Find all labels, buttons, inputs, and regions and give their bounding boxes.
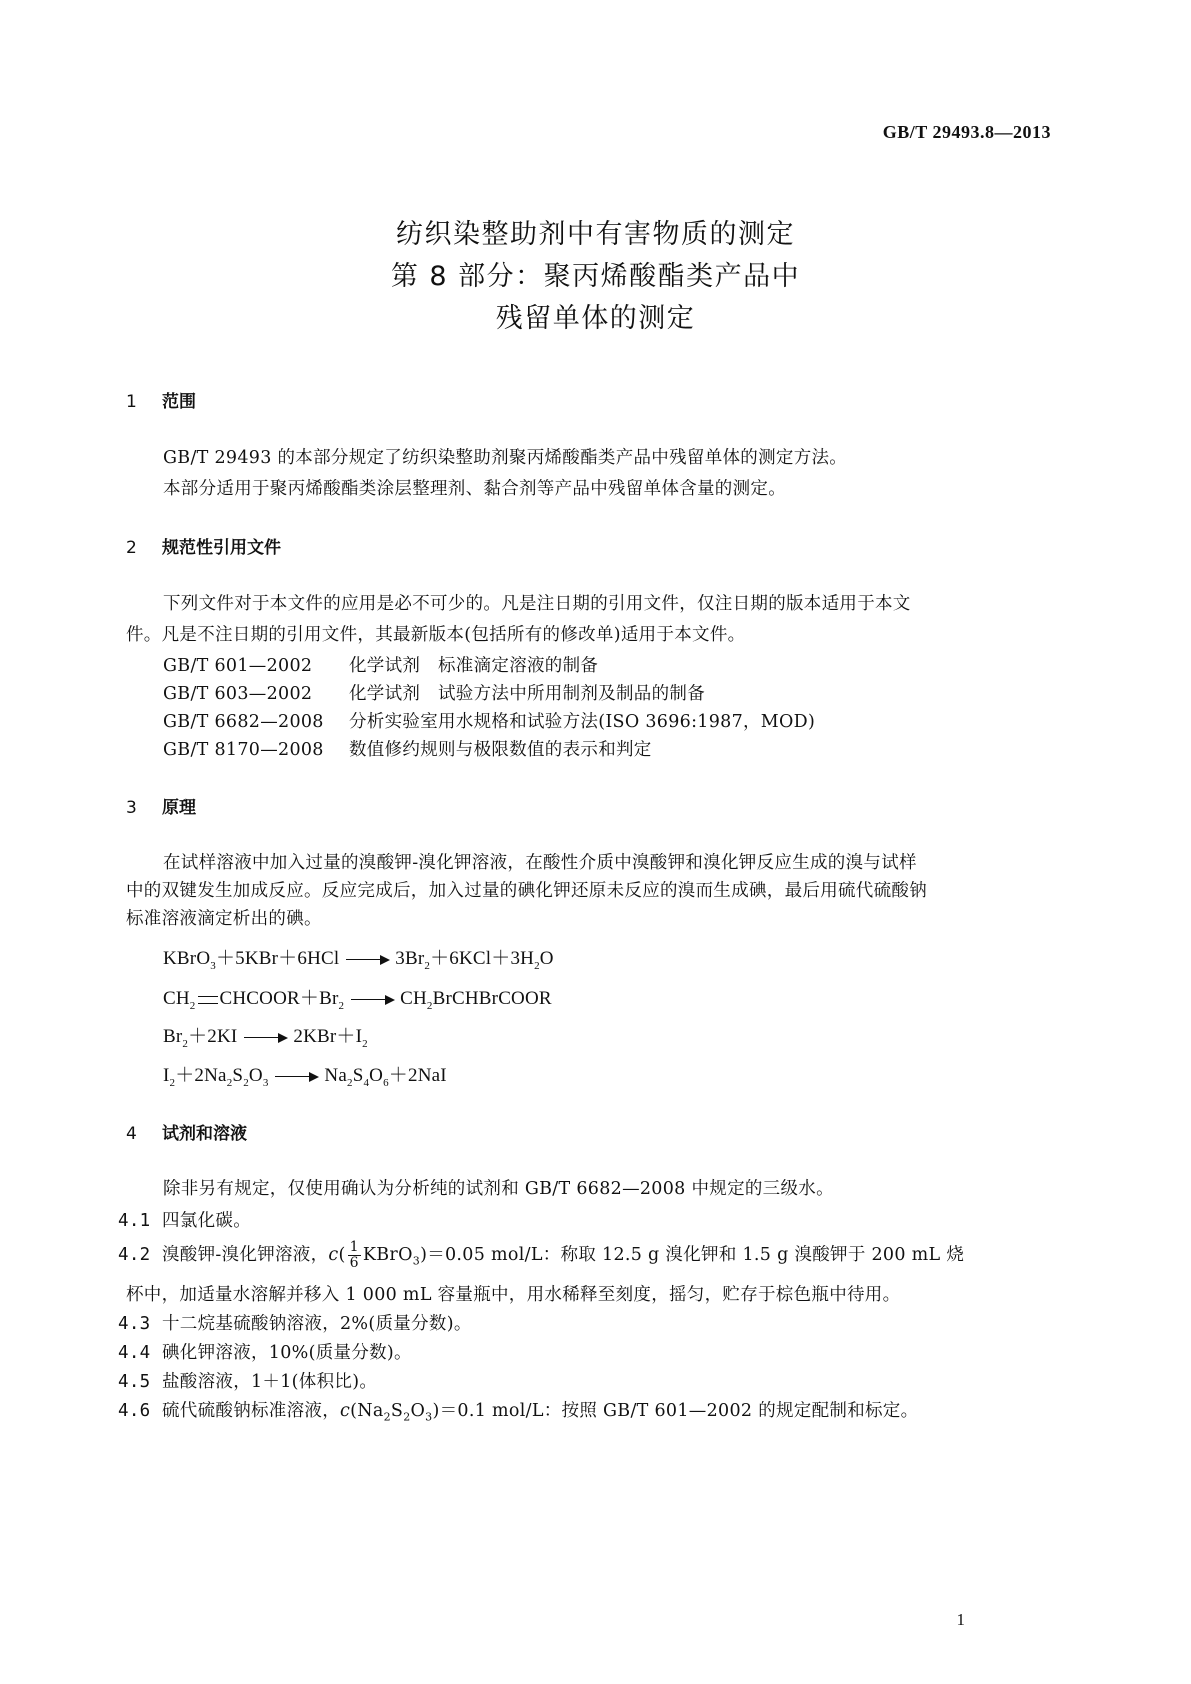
double-bond-icon [198,996,218,1004]
reference-title: 数值修约规则与极限数值的表示和判定 [349,740,652,760]
scope-paragraph-1: GB/T 29493 的本部分规定了纺织染整助剂聚丙烯酸酯类产品中残留单体的测定方法。 [163,448,848,468]
references-intro-line-2: 件。凡是不注日期的引用文件，其最新版本(包括所有的修改单)适用于本文件。 [126,625,746,645]
reference-code: GB/T 8170—2008 [163,740,324,760]
reaction-arrow-icon [242,1033,288,1043]
reference-item [163,736,652,761]
reference-item [163,680,705,705]
item-number: 4.2 [118,1245,151,1265]
item-number: 4.4 [118,1343,151,1363]
fraction: $\frac{1}{6}$ [349,1239,359,1271]
principle-line-1: 在试样溶液中加入过量的溴酸钾-溴化钾溶液，在酸性介质中溴酸钾和溴化钾反应生成的溴与试样 [163,853,917,873]
reagent-item: 4.1 四氯化碳。 [118,1211,251,1231]
equation-1: KBrO$_3$＋5KBr＋6HCl $3Br_2+6KCl+3H_2O$ [163,948,554,972]
section-title: 原理 [162,798,196,818]
reference-code: GB/T 601—2002 [163,656,313,676]
section-title: 规范性引用文件 [162,538,281,558]
reagent-item: 4.5 盐酸溶液，1＋1(体积比)。 [118,1372,378,1392]
section-number: 4 [126,1124,137,1144]
item-number: 4.3 [118,1314,151,1334]
section-4-heading [126,1119,247,1144]
title-line-3: 残留单体的测定 [495,303,696,334]
reference-title: 分析实验室用水规格和试验方法(ISO 3696:1987，MOD) [349,712,816,732]
item-number: 4.1 [118,1211,151,1231]
reference-item [163,652,598,677]
principle-line-3: 标准溶液滴定析出的碘。 [126,909,322,929]
equation-3: $Br_2+2KI$ $2KBr+I_2$ [163,1026,368,1050]
reagent-item: 4.6 硫代硫酸钠标准溶液，$c(Na_2S_2O_3)=0.1$ mol/L：按照 GB/T 601—2002 的规定配制和标定。 [118,1401,919,1424]
scope-paragraph-2: 本部分适用于聚丙烯酸酯类涂层整理剂、黏合剂等产品中残留单体含量的测定。 [163,479,786,499]
reaction-arrow-icon [349,995,395,1005]
equation-2: $CH_2$ $CHCOOR+Br_2$ $CH_2BrCHBrCOOR$ [163,988,552,1012]
reaction-arrow-icon [344,955,390,965]
reagents-intro: 除非另有规定，仅使用确认为分析纯的试剂和 GB/T 6682—2008 中规定的三级水。 [163,1179,834,1199]
reaction-arrow-icon [273,1072,319,1082]
section-3-heading [126,793,196,818]
section-number: 2 [126,538,137,558]
equation-4: $I_2+2Na_2S_2O_3$ $Na_2S_4O_6+2NaI$ [163,1065,447,1089]
reference-code: GB/T 603—2002 [163,684,313,704]
section-2-heading [126,533,281,558]
section-title: 试剂和溶液 [162,1124,247,1144]
reference-code: GB/T 6682—2008 [163,712,324,732]
reagent-item-continuation: 杯中，加适量水溶解并移入 1 000 mL 容量瓶中，用水稀释至刻度，摇匀，贮存于棕色瓶中待用。 [126,1285,901,1305]
section-number: 1 [126,392,137,412]
references-intro-line-1: 下列文件对于本文件的应用是必不可少的。凡是注日期的引用文件，仅注日期的版本适用于本文 [163,594,911,614]
standard-number: GB/T 29493.8—2013 [882,122,1051,142]
section-title: 范围 [162,392,196,412]
page-number: 1 [956,1610,965,1629]
item-number: 4.5 [118,1372,151,1392]
title-line-2: 第 8 部分：聚丙烯酸酯类产品中 [390,261,801,292]
title-line-1: 纺织染整助剂中有害物质的测定 [396,219,795,250]
item-number: 4.6 [118,1401,151,1421]
principle-line-2: 中的双键发生加成反应。反应完成后，加入过量的碘化钾还原未反应的溴而生成碘，最后用硫代硫酸钠 [126,881,927,901]
reagent-item: 4.4 碘化钾溶液，10%(质量分数)。 [118,1343,412,1363]
reagent-item: 4.2 溴酸钾-溴化钾溶液，c( $\frac{1}{6}$ KBrO$_3$)＝0.05 mol/L：称取 12.5 g 溴化钾和 1.5 g 溴酸钾于 200 mL 烧 [118,1239,965,1271]
reagent-item: 4.3 十二烷基硫酸钠溶液，2%(质量分数)。 [118,1314,472,1334]
reference-title: 化学试剂 试验方法中所用制剂及制品的制备 [349,684,705,704]
section-number: 3 [126,798,137,818]
section-1-heading [126,387,196,412]
reference-item [163,708,815,733]
reference-title: 化学试剂 标准滴定溶液的制备 [349,656,599,676]
